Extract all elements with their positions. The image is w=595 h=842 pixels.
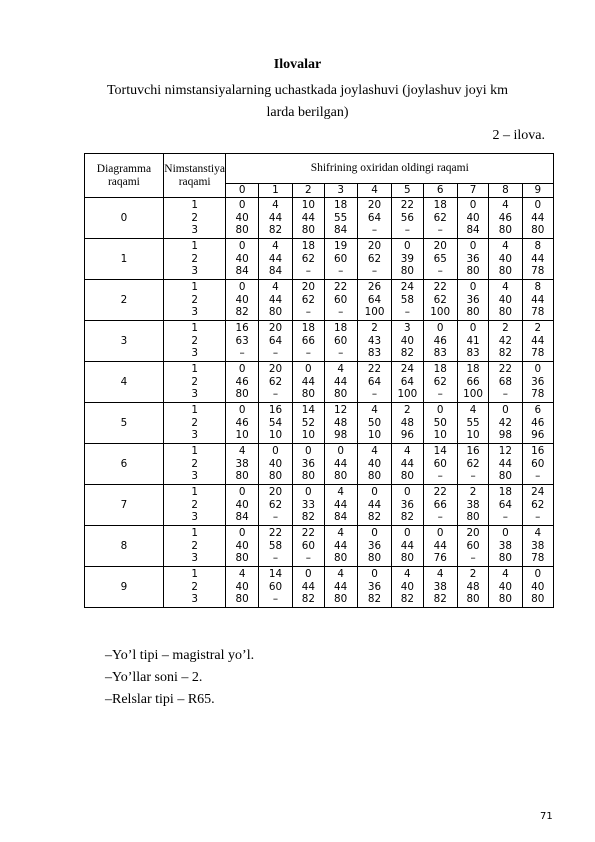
digit-header-cell: 8 xyxy=(489,184,522,198)
km-value-cell: 0 36 80 xyxy=(457,239,488,280)
km-value-cell: 0 42 98 xyxy=(489,403,522,444)
km-value-cell: 18 64 – xyxy=(489,485,522,526)
table-row xyxy=(85,485,554,526)
digit-header-cell: 6 xyxy=(423,184,457,198)
km-value-cell: 4 44 80 xyxy=(324,362,357,403)
km-value-cell: 16 63 – xyxy=(226,321,258,362)
digit-header-cell: 5 xyxy=(392,184,423,198)
substation-numbers-cell: 1 2 3 xyxy=(163,444,226,485)
digit-header-cell: 4 xyxy=(357,184,391,198)
km-value-cell: 0 50 10 xyxy=(423,403,457,444)
km-value-cell: 19 60 – xyxy=(324,239,357,280)
header-diagram-number: Diagramma raqami xyxy=(85,154,164,198)
km-value-cell: 0 39 80 xyxy=(392,239,423,280)
km-value-cell: 0 44 82 xyxy=(293,567,324,608)
km-value-cell: 0 40 80 xyxy=(522,567,553,608)
km-value-cell: 20 64 – xyxy=(258,321,292,362)
table-row xyxy=(85,280,554,321)
km-value-cell: 4 44 84 xyxy=(324,485,357,526)
km-value-cell: 24 58 – xyxy=(392,280,423,321)
km-value-cell: 16 54 10 xyxy=(258,403,292,444)
km-value-cell: 3 40 82 xyxy=(392,321,423,362)
substation-numbers-cell: 1 2 3 xyxy=(163,485,226,526)
page-number: 71 xyxy=(540,811,553,822)
note-rail-type: –Relslar tipi – R65. xyxy=(105,692,215,707)
diagram-number-cell: 2 xyxy=(85,280,164,321)
digit-header-cell: 1 xyxy=(258,184,292,198)
digit-header-cell: 3 xyxy=(324,184,357,198)
diagram-number-cell: 1 xyxy=(85,239,164,280)
table-caption: Tortuvchi nimstansiyalarning uchastkada joylashuvi (joylashuv joyi km larda berilgan) xyxy=(106,83,509,120)
digit-header-cell: 7 xyxy=(457,184,488,198)
diagram-number-cell: 9 xyxy=(85,567,164,608)
km-value-cell: 8 44 78 xyxy=(522,280,553,321)
km-value-cell: 4 55 10 xyxy=(457,403,488,444)
km-value-cell: 0 36 78 xyxy=(522,362,553,403)
km-value-cell: 2 48 80 xyxy=(457,567,488,608)
notes-list xyxy=(105,645,254,711)
km-value-cell: 4 46 80 xyxy=(489,198,522,239)
km-value-cell: 22 64 – xyxy=(357,362,391,403)
digit-header-cell: 2 xyxy=(293,184,324,198)
digit-header-cell: 0 xyxy=(226,184,258,198)
km-value-cell: 4 40 80 xyxy=(357,444,391,485)
km-value-cell: 0 41 83 xyxy=(457,321,488,362)
km-value-cell: 18 62 – xyxy=(423,198,457,239)
km-value-cell: 0 46 10 xyxy=(226,403,258,444)
km-value-cell: 0 36 80 xyxy=(293,444,324,485)
substation-numbers-cell: 1 2 3 xyxy=(163,280,226,321)
km-value-cell: 4 38 78 xyxy=(522,526,553,567)
km-value-cell: 4 40 80 xyxy=(489,567,522,608)
km-value-cell: 4 38 82 xyxy=(423,567,457,608)
km-value-cell: 0 44 82 xyxy=(357,485,391,526)
km-value-cell: 0 40 80 xyxy=(258,444,292,485)
km-value-cell: 22 56 – xyxy=(392,198,423,239)
km-value-cell: 24 64 100 xyxy=(392,362,423,403)
km-value-cell: 18 60 – xyxy=(324,321,357,362)
km-value-cell: 14 60 – xyxy=(423,444,457,485)
km-value-cell: 0 40 82 xyxy=(226,280,258,321)
substation-numbers-cell: 1 2 3 xyxy=(163,239,226,280)
km-value-cell: 4 40 80 xyxy=(489,280,522,321)
km-value-cell: 0 44 80 xyxy=(324,444,357,485)
substation-numbers-cell: 1 2 3 xyxy=(163,567,226,608)
km-value-cell: 22 60 – xyxy=(293,526,324,567)
km-value-cell: 16 60 – xyxy=(522,444,553,485)
table-row xyxy=(85,403,554,444)
km-value-cell: 0 36 80 xyxy=(357,526,391,567)
diagram-number-cell: 5 xyxy=(85,403,164,444)
km-value-cell: 18 66 100 xyxy=(457,362,488,403)
km-value-cell: 4 40 82 xyxy=(392,567,423,608)
table-row xyxy=(85,444,554,485)
km-value-cell: 12 48 98 xyxy=(324,403,357,444)
table-row xyxy=(85,567,554,608)
km-value-cell: 20 60 – xyxy=(457,526,488,567)
km-value-cell: 24 62 – xyxy=(522,485,553,526)
km-value-cell: 20 62 – xyxy=(258,485,292,526)
km-value-cell: 0 44 80 xyxy=(522,198,553,239)
note-track-type: –Yo’l tipi – magistral yo’l. xyxy=(105,648,255,663)
km-value-cell: 0 44 76 xyxy=(423,526,457,567)
km-value-cell: 20 64 – xyxy=(357,198,391,239)
km-value-cell: 20 65 – xyxy=(423,239,457,280)
page-title: Ilovalar xyxy=(273,57,322,72)
km-value-cell: 20 62 – xyxy=(258,362,292,403)
table-row xyxy=(85,362,554,403)
km-value-cell: 20 62 – xyxy=(293,280,324,321)
km-value-cell: 4 38 80 xyxy=(226,444,258,485)
km-value-cell: 0 46 80 xyxy=(226,362,258,403)
diagram-number-cell: 0 xyxy=(85,198,164,239)
km-value-cell: 16 62 – xyxy=(457,444,488,485)
km-value-cell: 0 44 80 xyxy=(392,526,423,567)
km-value-cell: 2 48 96 xyxy=(392,403,423,444)
km-value-cell: 2 42 82 xyxy=(489,321,522,362)
km-value-cell: 22 68 – xyxy=(489,362,522,403)
diagram-number-cell: 8 xyxy=(85,526,164,567)
km-value-cell: 0 38 80 xyxy=(489,526,522,567)
km-value-cell: 2 44 78 xyxy=(522,321,553,362)
km-value-cell: 18 66 – xyxy=(293,321,324,362)
km-value-cell: 0 44 80 xyxy=(293,362,324,403)
km-value-cell: 14 52 10 xyxy=(293,403,324,444)
substation-numbers-cell: 1 2 3 xyxy=(163,362,226,403)
km-value-cell: 20 62 – xyxy=(357,239,391,280)
km-value-cell: 2 43 83 xyxy=(357,321,391,362)
km-value-cell: 22 58 – xyxy=(258,526,292,567)
km-value-cell: 0 40 80 xyxy=(226,198,258,239)
km-value-cell: 8 44 78 xyxy=(522,239,553,280)
km-value-cell: 22 66 – xyxy=(423,485,457,526)
table-row xyxy=(85,198,554,239)
km-value-cell: 10 44 80 xyxy=(293,198,324,239)
diagram-number-cell: 3 xyxy=(85,321,164,362)
km-value-cell: 26 64 100 xyxy=(357,280,391,321)
km-value-cell: 0 40 84 xyxy=(226,485,258,526)
diagram-number-cell: 7 xyxy=(85,485,164,526)
km-value-cell: 4 44 80 xyxy=(258,280,292,321)
table-row xyxy=(85,526,554,567)
km-value-cell: 12 44 80 xyxy=(489,444,522,485)
km-value-cell: 0 36 82 xyxy=(357,567,391,608)
km-value-cell: 14 60 – xyxy=(258,567,292,608)
appendix-label: 2 – ilova. xyxy=(492,128,545,143)
km-value-cell: 4 40 80 xyxy=(489,239,522,280)
km-value-cell: 4 50 10 xyxy=(357,403,391,444)
km-value-cell: 0 40 84 xyxy=(226,239,258,280)
substation-location-table xyxy=(84,153,554,608)
substation-numbers-cell: 1 2 3 xyxy=(163,321,226,362)
km-value-cell: 4 44 82 xyxy=(258,198,292,239)
diagram-number-cell: 4 xyxy=(85,362,164,403)
km-value-cell: 0 33 82 xyxy=(293,485,324,526)
km-value-cell: 0 46 83 xyxy=(423,321,457,362)
substation-numbers-cell: 1 2 3 xyxy=(163,526,226,567)
km-value-cell: 18 62 – xyxy=(293,239,324,280)
km-value-cell: 0 36 80 xyxy=(457,280,488,321)
table-row xyxy=(85,239,554,280)
km-value-cell: 18 55 84 xyxy=(324,198,357,239)
km-value-cell: 4 44 80 xyxy=(324,567,357,608)
km-value-cell: 4 44 80 xyxy=(392,444,423,485)
table-row xyxy=(85,321,554,362)
diagram-number-cell: 6 xyxy=(85,444,164,485)
km-value-cell: 0 40 80 xyxy=(226,526,258,567)
km-value-cell: 22 60 – xyxy=(324,280,357,321)
km-value-cell: 0 36 82 xyxy=(392,485,423,526)
km-value-cell: 18 62 – xyxy=(423,362,457,403)
km-value-cell: 4 44 84 xyxy=(258,239,292,280)
substation-numbers-cell: 1 2 3 xyxy=(163,403,226,444)
substation-numbers-cell: 1 2 3 xyxy=(163,198,226,239)
km-value-cell: 0 40 84 xyxy=(457,198,488,239)
digit-header-cell: 9 xyxy=(522,184,553,198)
km-value-cell: 6 46 96 xyxy=(522,403,553,444)
km-value-cell: 4 44 80 xyxy=(324,526,357,567)
km-value-cell: 4 40 80 xyxy=(226,567,258,608)
header-substation-number: Nimstanstiya raqami xyxy=(163,154,226,198)
header-cipher-digit: Shifrining oxiridan oldingi raqami xyxy=(226,154,554,184)
note-track-count: –Yo’llar soni – 2. xyxy=(105,670,203,685)
km-value-cell: 22 62 100 xyxy=(423,280,457,321)
km-value-cell: 2 38 80 xyxy=(457,485,488,526)
